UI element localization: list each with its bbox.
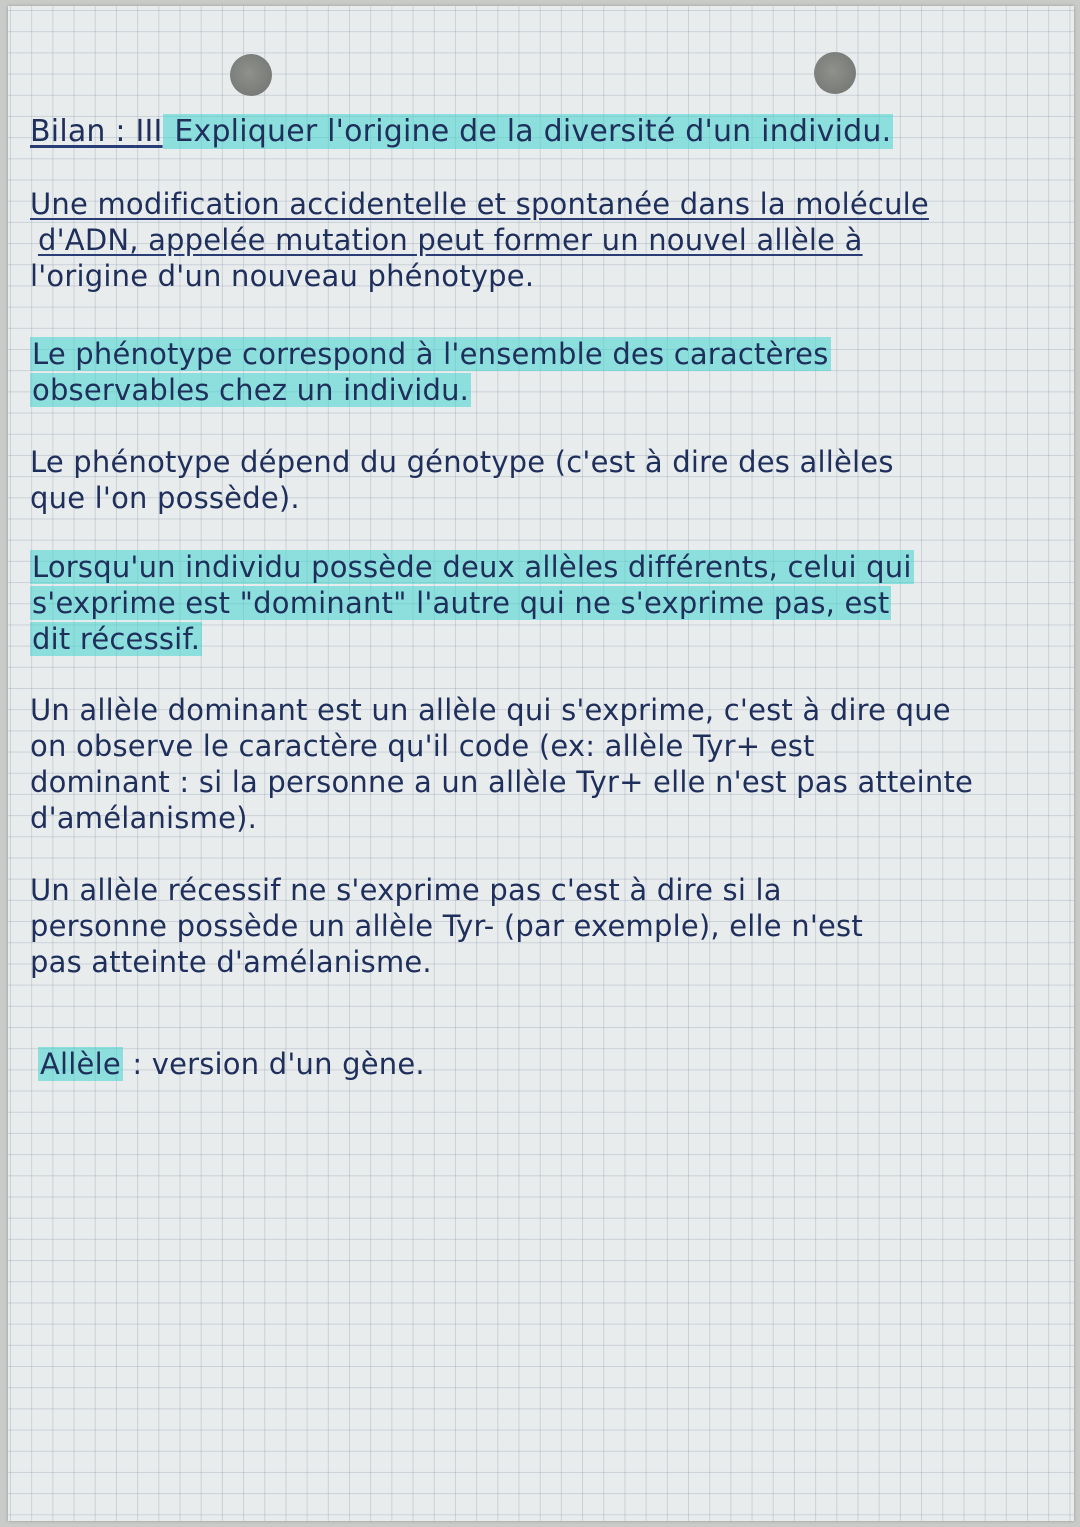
definition-allele xyxy=(38,1046,425,1082)
definition-text: : version d'un gène. xyxy=(122,1047,425,1081)
paragraph-line: pas atteinte d'amélanisme. xyxy=(30,945,432,979)
title-roman: III xyxy=(135,114,163,149)
page-title xyxy=(30,114,893,150)
highlighted-text: dit récessif. xyxy=(32,622,201,656)
paragraph-allele-dominant xyxy=(30,692,973,836)
highlighted-text: Lorsqu'un individu possède deux allèles différents, celui qui xyxy=(32,550,912,584)
paragraph-phenotype-definition xyxy=(30,336,831,408)
paragraph-line xyxy=(30,585,914,621)
grid-paper-sheet xyxy=(8,6,1074,1521)
paragraph-line: Un allèle récessif ne s'exprime pas c'est à dire si la xyxy=(30,873,782,907)
paragraph-mutation xyxy=(30,186,929,294)
paragraph-line: que l'on possède). xyxy=(30,481,300,515)
paragraph-line: Le phénotype dépend du génotype (c'est à dire des allèles xyxy=(30,445,894,479)
highlighted-text: Le phénotype correspond à l'ensemble des caractères xyxy=(32,337,829,371)
paragraph-line xyxy=(30,372,831,408)
paragraph-line: Une modification accidentelle et spontanée dans la molécule xyxy=(30,187,929,221)
paragraph-line: Un allèle dominant est un allèle qui s'exprime, c'est à dire que xyxy=(30,693,951,727)
definition-term: Allèle xyxy=(40,1047,121,1081)
paragraph-phenotype-genotype xyxy=(30,444,894,516)
binder-hole-left xyxy=(230,54,272,96)
highlighted-text: observables chez un individu. xyxy=(32,373,470,407)
highlighted-text: s'exprime est "dominant" l'autre qui ne s'exprime pas, est xyxy=(32,586,890,620)
paragraph-line: personne possède un allèle Tyr- (par exemple), elle n'est xyxy=(30,909,863,943)
paragraph-dominant-recessif xyxy=(30,549,914,657)
paragraph-line: d'amélanisme). xyxy=(30,801,258,835)
binder-hole-right xyxy=(814,52,856,94)
paragraph-line: l'origine d'un nouveau phénotype. xyxy=(30,259,535,293)
title-text: Expliquer l'origine de la diversité d'un individu. xyxy=(164,114,892,149)
paragraph-line xyxy=(30,549,914,585)
paragraph-line: on observe le caractère qu'il code (ex: allèle Tyr+ est xyxy=(30,729,815,763)
paragraph-allele-recessif xyxy=(30,872,863,980)
paragraph-line xyxy=(30,621,914,657)
paragraph-line xyxy=(30,336,831,372)
paragraph-line: dominant : si la personne a un allèle Tyr+ elle n'est pas atteinte xyxy=(30,765,974,799)
paragraph-line: d'ADN, appelée mutation peut former un nouvel allèle à xyxy=(38,223,863,257)
title-prefix: Bilan : xyxy=(30,114,136,149)
